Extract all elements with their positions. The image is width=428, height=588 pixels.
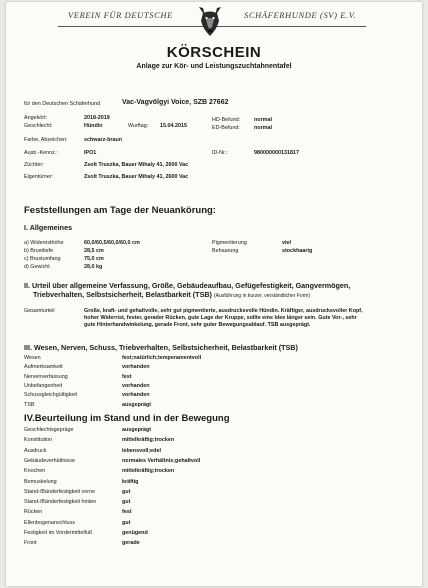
gebaeudeverhaeltnisse-value: normales Verhältnis;gehaltvoll <box>122 458 201 464</box>
aufmerksamkeit-label: Aufmerksamkeit <box>24 364 63 370</box>
hd-label: HD-Befund: <box>212 117 241 123</box>
brusttiefe-label: b) Brusttiefe <box>24 248 54 254</box>
sv-shepherd-logo-icon <box>195 5 225 37</box>
id-label: ID-Nr.: <box>212 150 228 156</box>
document-title: KÖRSCHEIN <box>166 44 262 61</box>
zuechter-value: Zsolt Truszka, Bauer Mihaly 41, 2600 Vac <box>84 162 189 168</box>
brustumfang-value: 75,0 cm <box>84 256 104 262</box>
ausb-label: Ausb.-Kennz.: <box>24 150 58 156</box>
stand-vorne-label: Stand-/Bänderfestigkeit vorne <box>24 489 96 495</box>
bemuskelung-label: Bemuskelung <box>24 479 57 485</box>
unbefangenheit-label: Unbefangenheit <box>24 383 63 389</box>
gesamturteil-line3: gute Hinterhandwinkelung, gerade Front, sehr guter Bewegungsablauf. TSB ausgeprägt. <box>84 322 311 328</box>
urteil-title-note: (Ausführung in kurzer, verständlicher Form) <box>213 293 311 299</box>
angekoert-label: Angekört: <box>24 115 48 121</box>
widerristhoehe-value: 60,0/60,5/60,0/60,0 cm <box>84 240 140 246</box>
gewicht-label: d) Gewicht <box>24 264 50 270</box>
bemuskelung-value: kräftig <box>122 479 139 485</box>
allgemeines-title: I. Allgemeines <box>24 223 73 232</box>
geschlecht-label: Geschlecht: <box>24 123 53 129</box>
tsb-value: ausgeprägt <box>122 402 152 408</box>
urteil-title-line1: II. Urteil über allgemeine Verfassung, Größe, Gebäudeaufbau, Gefügefestigkeit, Gangvermögen, <box>24 281 351 290</box>
feststellungen-title: Feststellungen am Tage der Neuankörung: <box>24 205 216 216</box>
schussgleichgueltigkeit-value: vorhanden <box>122 392 150 398</box>
knochen-value: mittelkräftig;trocken <box>122 468 175 474</box>
document-subtitle: Anlage zur Kör- und Leistungszuchtahnentafel <box>136 63 292 70</box>
urteil-title-line2 <box>33 290 310 299</box>
for-label: für den Deutschen Schäferhund <box>24 101 101 107</box>
gesamturteil-label: Gesamturteil <box>24 308 55 314</box>
gesamturteil-line1: Große, kraft- und gehaltvolle, sehr gut pigmentierte, ausdrucksvolle Hündin. Kräftiger, ausdrucksvoller Kopf, <box>84 308 363 314</box>
gebaeudeverhaeltnisse-label: Gebäudeverhältnisse <box>24 458 75 464</box>
wesen-value: fest;natürlich;temperamentvoll <box>122 355 202 361</box>
club-name-left: VEREIN FÜR DEUTSCHE <box>68 10 173 20</box>
farbe-value: schwarz-braun <box>84 137 123 143</box>
wurftag-label: Wurftag: <box>128 123 149 129</box>
ed-label: ED-Befund: <box>212 125 240 131</box>
zuechter-label: Züchter: <box>24 162 44 168</box>
farbe-label: Farbe, Abzeichen: <box>24 137 68 143</box>
konstitution-label: Konstitution <box>24 437 53 443</box>
hd-value: normal <box>254 117 272 123</box>
geschlechtsgepraege-value: ausgeprägt <box>122 427 152 433</box>
front-label: Front <box>24 540 37 546</box>
ellenbogenanschluss-value: gut <box>122 520 131 526</box>
brusttiefe-value: 28,5 cm <box>84 248 104 254</box>
stand-hinten-label: Stand-/Bänderfestigkeit hinten <box>24 499 97 505</box>
schussgleichgueltigkeit-label: Schussgleichgültigkeit <box>24 392 78 398</box>
pigmentierung-label: Pigmentierung <box>212 240 247 246</box>
gesamturteil-line2: hoher Widerrist, fester, gerader Rücken, gute Lage der Kruppe, sollte eine Idee länger sein. Gute Vor-, sehr <box>84 315 357 321</box>
geschlecht-value: Hündin <box>84 123 103 129</box>
gewicht-value: 28,0 kg <box>84 264 103 270</box>
vordermittelfuss-value: genügend <box>122 530 148 536</box>
knochen-label: Knochen <box>24 468 46 474</box>
wesen-label: Wesen <box>24 355 41 361</box>
ausb-value: IPO1 <box>84 150 97 156</box>
angekoert-value: 2018-2019 <box>84 115 110 121</box>
nervenverfassung-value: fest <box>122 374 132 380</box>
aufmerksamkeit-value: vorhanden <box>122 364 150 370</box>
nervenverfassung-label: Nervenverfassung <box>24 374 68 380</box>
brustumfang-label: c) Brustumfang <box>24 256 61 262</box>
urteil-title-text: Triebverhalten, Selbstsicherheit, Belastbarkeit (TSB) <box>33 290 212 299</box>
eigentuemer-value: Zsolt Truszka, Bauer Mihaly 41, 2600 Vac <box>84 174 189 180</box>
geschlechtsgepraege-label: Geschlechtsgepräge <box>24 427 74 433</box>
ruecken-value: fest <box>122 509 132 515</box>
behaarung-value: stockhaarig <box>282 248 313 254</box>
wesen-title: III. Wesen, Nerven, Schuss, Triebverhalten, Selbstsicherheit, Belastbarkeit (TSB) <box>24 343 298 352</box>
front-value: gerade <box>122 540 140 546</box>
dog-name: Vac-Vagvölgyi Voice, SZB 27662 <box>122 99 229 106</box>
behaarung-label: Behaarung <box>212 248 239 254</box>
beurteilung-title: IV.Beurteilung im Stand und in der Bewegung <box>24 413 230 424</box>
unbefangenheit-value: vorhanden <box>122 383 150 389</box>
vordermittelfuss-label: Festigkeit im Vordermittelfuß <box>24 530 93 536</box>
eigentuemer-label: Eigentümer: <box>24 174 54 180</box>
widerristhoehe-label: a) Widerristhöhe <box>24 240 64 246</box>
konstitution-value: mittelkräftig;trocken <box>122 437 175 443</box>
ruecken-label: Rücken <box>24 509 43 515</box>
id-value: 980000000131817 <box>254 150 299 156</box>
ellenbogenanschluss-label: Ellenbogenanschluss <box>24 520 75 526</box>
stand-vorne-value: gut <box>122 489 131 495</box>
ausdruck-value: lebensvoll;edel <box>122 448 161 454</box>
ed-value: normal <box>254 125 272 131</box>
document-page <box>6 2 422 586</box>
tsb-label: TSB <box>24 402 35 408</box>
ausdruck-label: Ausdruck <box>24 448 47 454</box>
pigmentierung-value: viel <box>282 240 291 246</box>
wurftag-value: 15.04.2015 <box>160 123 187 129</box>
club-name-right: SCHÄFERHUNDE (SV) E.V. <box>244 10 357 20</box>
stand-hinten-value: gut <box>122 499 131 505</box>
